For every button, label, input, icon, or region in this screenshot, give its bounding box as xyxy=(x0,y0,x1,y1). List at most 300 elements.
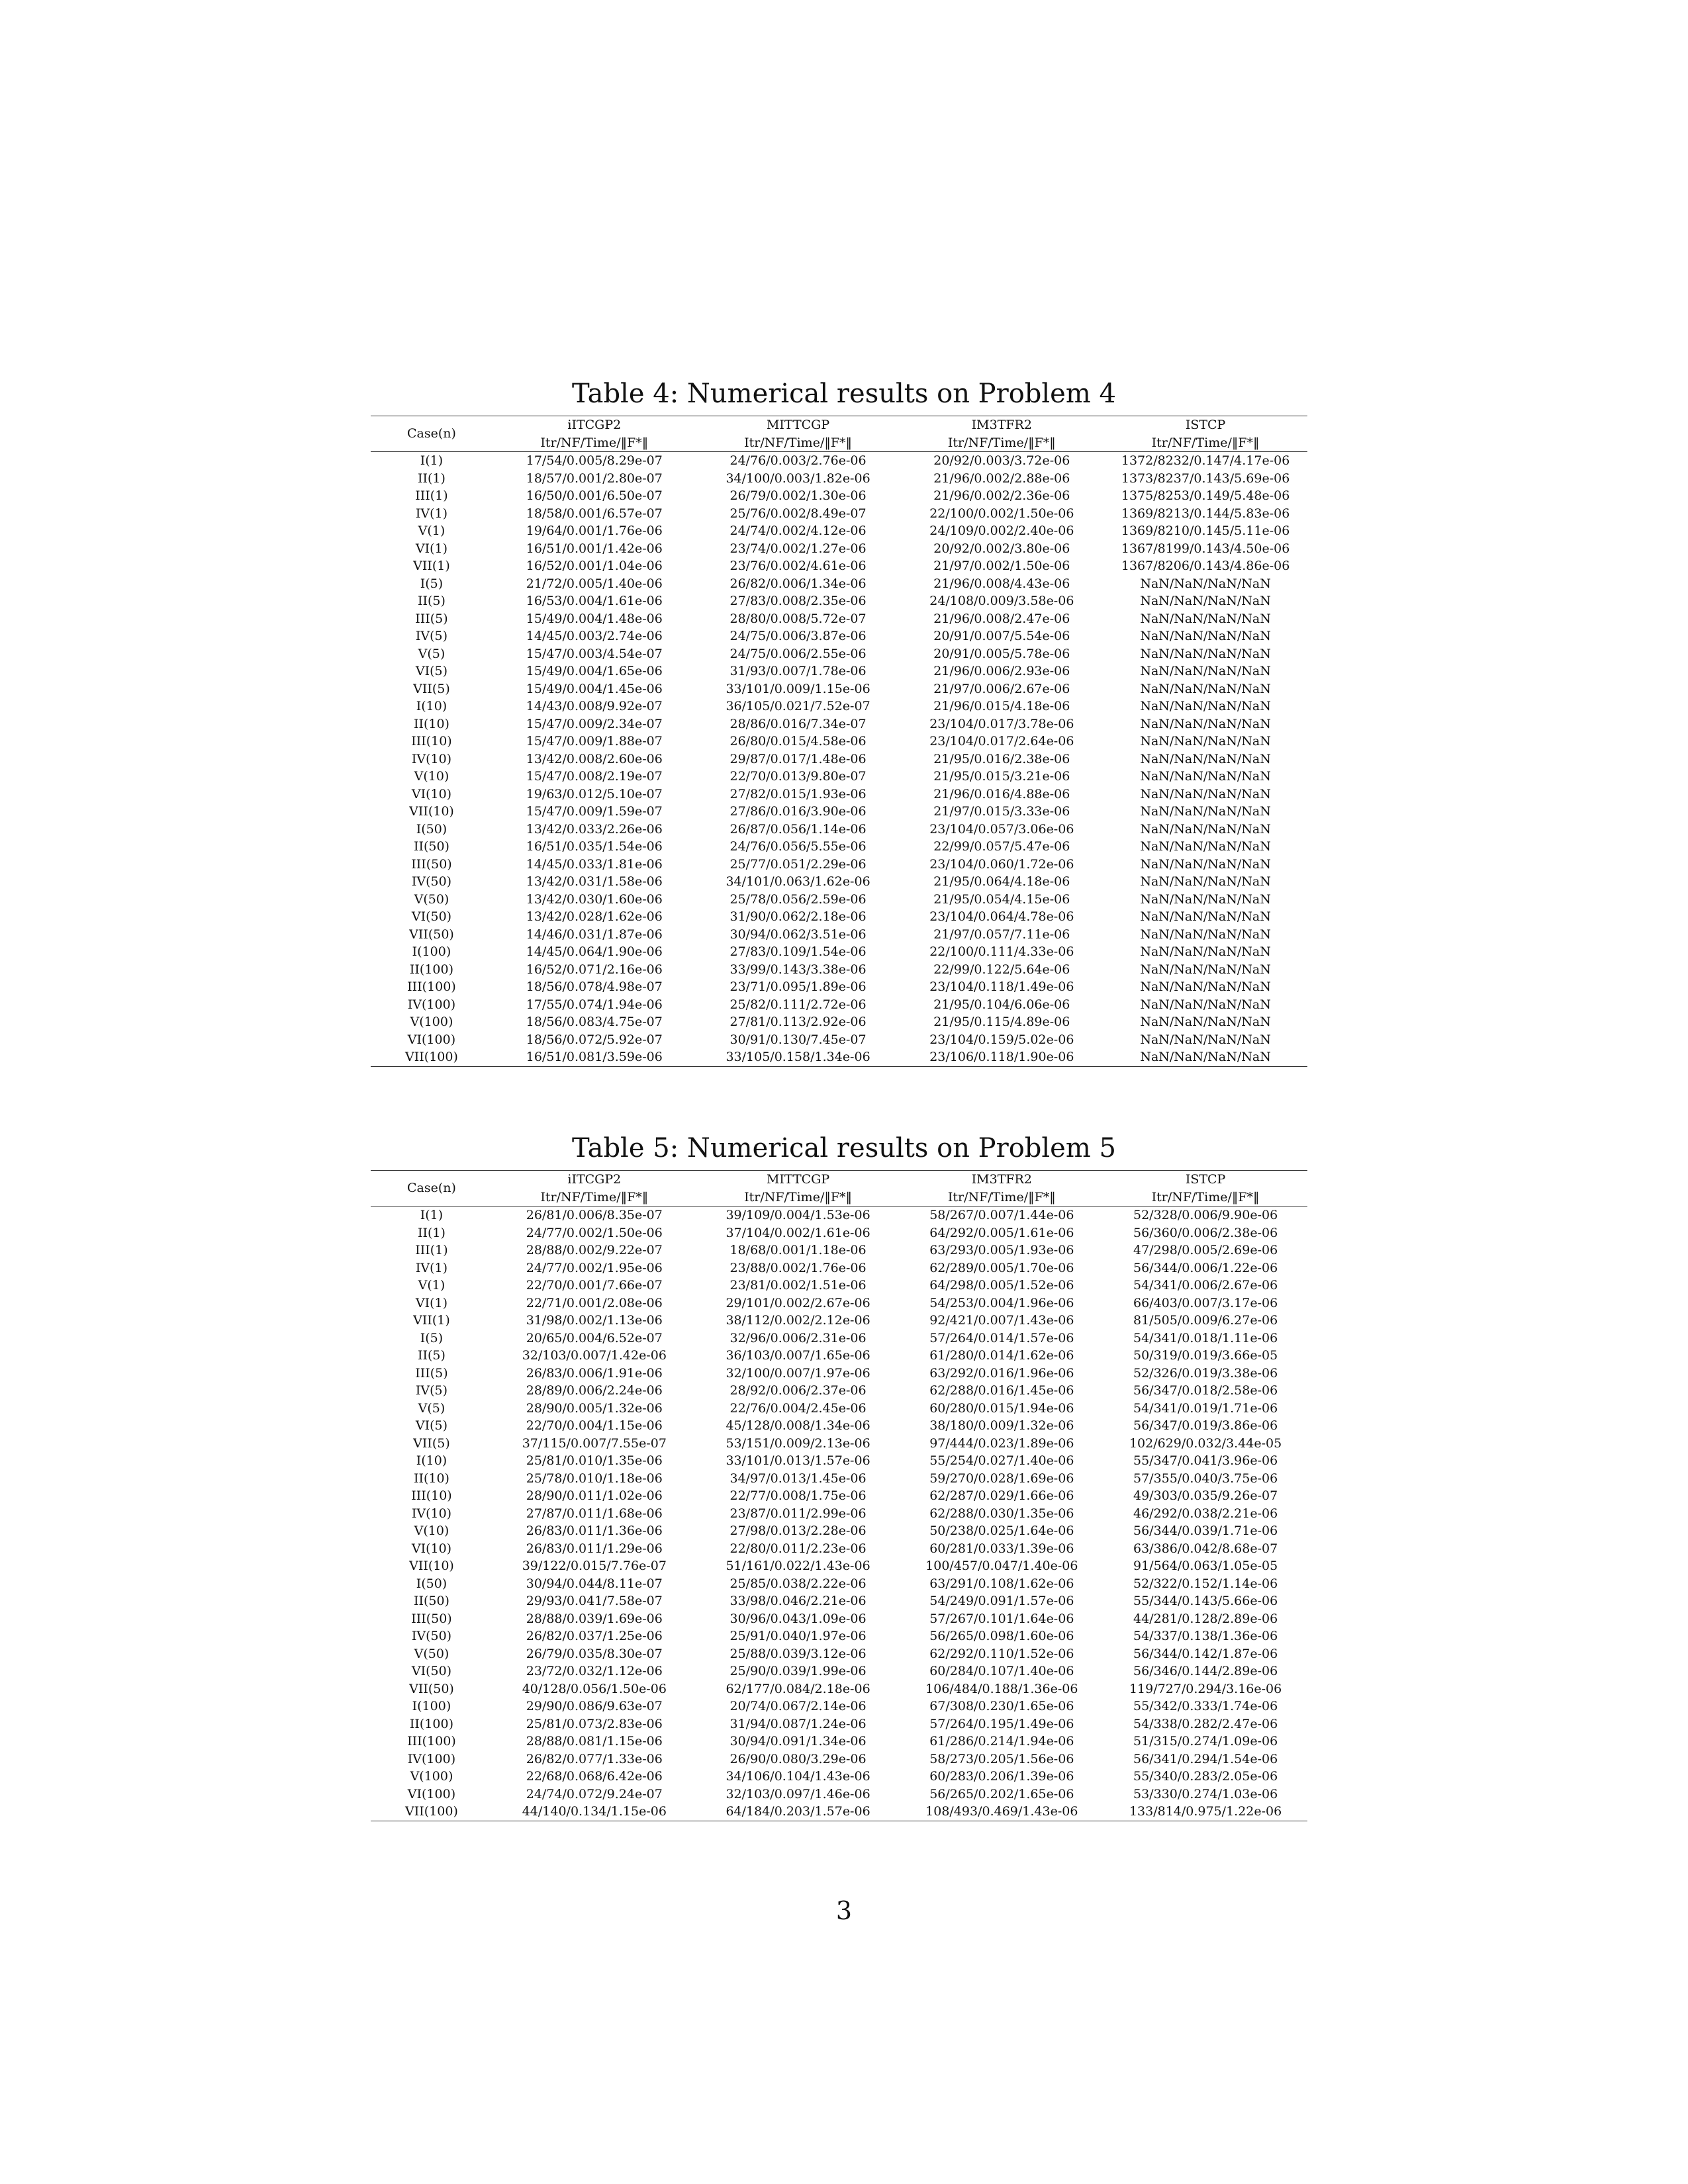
case-cell: III(50) xyxy=(411,856,452,872)
table-row xyxy=(371,662,1307,680)
result-cell: 14/43/0.008/9.92e-07 xyxy=(526,699,663,713)
result-cell: 23/104/0.017/2.64e-06 xyxy=(929,734,1074,749)
table-5-caption: Table 5: Numerical results on Problem 5 xyxy=(572,1133,1116,1163)
result-cell: 25/85/0.038/2.22e-06 xyxy=(729,1576,867,1591)
table-row xyxy=(371,751,1307,768)
result-cell: 97/444/0.023/1.89e-06 xyxy=(929,1435,1074,1451)
result-cell: 26/83/0.011/1.36e-06 xyxy=(526,1524,663,1538)
result-cell: 57/264/0.195/1.49e-06 xyxy=(929,1716,1074,1731)
result-cell: 24/77/0.002/1.50e-06 xyxy=(526,1225,663,1240)
case-cell: I(1) xyxy=(420,1208,444,1222)
result-cell: 56/347/0.018/2.58e-06 xyxy=(1133,1383,1278,1398)
result-cell: 20/92/0.003/3.72e-06 xyxy=(933,453,1070,468)
case-cell: II(100) xyxy=(409,1716,454,1731)
table-row xyxy=(371,1048,1307,1066)
case-cell: VI(5) xyxy=(415,1418,448,1433)
case-cell: III(10) xyxy=(411,734,452,749)
result-cell: 33/101/0.013/1.57e-06 xyxy=(726,1453,870,1468)
result-cell: 28/88/0.039/1.69e-06 xyxy=(526,1611,663,1626)
table-row xyxy=(371,908,1307,926)
result-cell: 14/46/0.031/1.87e-06 xyxy=(526,927,663,942)
result-cell: 52/322/0.152/1.14e-06 xyxy=(1133,1576,1278,1591)
table-5 xyxy=(371,1170,1307,1821)
result-cell: 27/82/0.015/1.93e-06 xyxy=(729,786,867,801)
result-cell: 56/347/0.019/3.86e-06 xyxy=(1133,1418,1278,1433)
table-row xyxy=(371,1662,1307,1680)
result-cell: 92/421/0.007/1.43e-06 xyxy=(929,1313,1074,1328)
result-cell: 81/505/0.009/6.27e-06 xyxy=(1133,1313,1278,1328)
result-cell: 21/96/0.008/4.43e-06 xyxy=(933,576,1070,591)
result-cell: NaN/NaN/NaN/NaN xyxy=(1140,611,1271,626)
result-cell: 28/90/0.005/1.32e-06 xyxy=(526,1400,663,1416)
table-row xyxy=(371,821,1307,839)
result-cell: 23/88/0.002/1.76e-06 xyxy=(729,1260,867,1275)
case-cell: V(5) xyxy=(418,1400,445,1416)
result-cell: 26/83/0.011/1.29e-06 xyxy=(526,1541,663,1556)
result-cell: 15/49/0.004/1.65e-06 xyxy=(526,664,663,678)
table-row xyxy=(371,891,1307,909)
result-cell: 50/238/0.025/1.64e-06 xyxy=(929,1524,1074,1538)
table-row xyxy=(371,1645,1307,1663)
result-cell: 23/71/0.095/1.89e-06 xyxy=(729,979,867,994)
table-row xyxy=(371,627,1307,645)
method-header-istcp: ISTCP xyxy=(1103,1171,1307,1189)
result-cell: 25/91/0.040/1.97e-06 xyxy=(729,1629,867,1643)
result-cell: 55/254/0.027/1.40e-06 xyxy=(929,1453,1074,1468)
table-row xyxy=(371,715,1307,733)
table-row xyxy=(371,733,1307,751)
result-cell: 51/161/0.022/1.43e-06 xyxy=(726,1559,870,1573)
result-cell: 25/88/0.039/3.12e-06 xyxy=(729,1646,867,1661)
result-cell: 13/42/0.031/1.58e-06 xyxy=(526,874,663,889)
sub-header: Itr/NF/Time/‖F*‖ xyxy=(1103,1189,1307,1206)
result-cell: NaN/NaN/NaN/NaN xyxy=(1140,891,1271,907)
case-cell: II(1) xyxy=(418,1225,445,1240)
result-cell: 22/70/0.013/9.80e-07 xyxy=(729,769,867,784)
result-cell: NaN/NaN/NaN/NaN xyxy=(1140,944,1271,959)
result-cell: 54/337/0.138/1.36e-06 xyxy=(1133,1629,1278,1643)
table-row xyxy=(371,1768,1307,1786)
result-cell: 64/184/0.203/1.57e-06 xyxy=(696,1803,900,1821)
result-cell: 17/54/0.005/8.29e-07 xyxy=(526,453,663,468)
result-cell: 22/99/0.057/5.47e-06 xyxy=(933,839,1070,854)
result-cell: 16/51/0.081/3.59e-06 xyxy=(492,1048,696,1066)
result-cell: NaN/NaN/NaN/NaN xyxy=(1140,856,1271,872)
result-cell: 44/281/0.128/2.89e-06 xyxy=(1133,1611,1278,1626)
result-cell: 30/94/0.044/8.11e-07 xyxy=(526,1576,663,1591)
method-header-mittcgp: MITTCGP xyxy=(696,1171,900,1189)
result-cell: 49/303/0.035/9.26e-07 xyxy=(1133,1488,1278,1503)
result-cell: 21/95/0.015/3.21e-06 xyxy=(933,769,1070,784)
result-cell: 25/81/0.010/1.35e-06 xyxy=(526,1453,663,1468)
result-cell: 20/91/0.007/5.54e-06 xyxy=(933,629,1070,643)
result-cell: 54/341/0.006/2.67e-06 xyxy=(1133,1278,1278,1293)
result-cell: NaN/NaN/NaN/NaN xyxy=(1140,804,1271,819)
result-cell: 22/100/0.002/1.50e-06 xyxy=(929,506,1074,521)
result-cell: 26/79/0.002/1.30e-06 xyxy=(729,488,867,503)
result-cell: 44/140/0.134/1.15e-06 xyxy=(492,1803,696,1821)
result-cell: 24/108/0.009/3.58e-06 xyxy=(929,594,1074,608)
method-header-mittcgp: MITTCGP xyxy=(696,416,900,434)
result-cell: NaN/NaN/NaN/NaN xyxy=(1140,909,1271,924)
case-cell: VII(5) xyxy=(413,681,450,696)
case-cell: VI(1) xyxy=(415,541,448,556)
result-cell: 57/267/0.101/1.64e-06 xyxy=(929,1611,1074,1626)
case-cell: VI(100) xyxy=(407,1786,456,1801)
table-row xyxy=(371,1786,1307,1803)
result-cell: 27/83/0.008/2.35e-06 xyxy=(729,594,867,608)
sub-header: Itr/NF/Time/‖F*‖ xyxy=(492,1189,696,1206)
result-cell: NaN/NaN/NaN/NaN xyxy=(1140,839,1271,854)
case-cell: II(5) xyxy=(418,1348,445,1363)
case-cell: IV(10) xyxy=(411,751,452,766)
result-cell: 31/90/0.062/2.18e-06 xyxy=(729,909,867,924)
table-row xyxy=(371,1751,1307,1768)
result-cell: 23/76/0.002/4.61e-06 xyxy=(729,559,867,573)
result-cell: 53/330/0.274/1.03e-06 xyxy=(1133,1786,1278,1801)
case-cell: III(10) xyxy=(411,1488,452,1503)
case-cell: III(5) xyxy=(415,611,448,626)
result-cell: 31/94/0.087/1.24e-06 xyxy=(729,1716,867,1731)
result-cell: 23/104/0.057/3.06e-06 xyxy=(929,821,1074,837)
result-cell: 15/49/0.004/1.48e-06 xyxy=(526,611,663,626)
table-4 xyxy=(371,416,1307,1067)
result-cell: 63/292/0.016/1.96e-06 xyxy=(929,1365,1074,1381)
result-cell: 25/77/0.051/2.29e-06 xyxy=(729,856,867,872)
table-row xyxy=(371,1259,1307,1277)
result-cell: 27/81/0.113/2.92e-06 xyxy=(729,1015,867,1029)
table-row xyxy=(371,522,1307,540)
result-cell: 22/80/0.011/2.23e-06 xyxy=(729,1541,867,1556)
result-cell: 15/47/0.009/1.88e-07 xyxy=(526,734,663,749)
result-cell: 31/93/0.007/1.78e-06 xyxy=(729,664,867,678)
result-cell: 24/76/0.056/5.55e-06 xyxy=(729,839,867,854)
result-cell: 31/98/0.002/1.13e-06 xyxy=(526,1313,663,1328)
result-cell: NaN/NaN/NaN/NaN xyxy=(1140,629,1271,643)
result-cell: 34/100/0.003/1.82e-06 xyxy=(726,471,870,486)
result-cell: 24/76/0.003/2.76e-06 xyxy=(729,453,867,468)
result-cell: 21/95/0.104/6.06e-06 xyxy=(933,997,1070,1012)
case-cell: VII(1) xyxy=(413,1313,450,1328)
result-cell: 20/92/0.002/3.80e-06 xyxy=(933,541,1070,556)
result-cell: 55/342/0.333/1.74e-06 xyxy=(1133,1699,1278,1713)
table-row xyxy=(371,873,1307,891)
table-row xyxy=(371,557,1307,575)
result-cell: 63/291/0.108/1.62e-06 xyxy=(929,1576,1074,1591)
result-cell: 62/292/0.110/1.52e-06 xyxy=(929,1646,1074,1661)
table-row xyxy=(371,1242,1307,1259)
table-row xyxy=(371,1575,1307,1593)
result-cell: 46/292/0.038/2.21e-06 xyxy=(1133,1506,1278,1521)
table-row xyxy=(371,1540,1307,1558)
case-cell: VII(1) xyxy=(413,559,450,573)
table-row xyxy=(371,487,1307,505)
result-cell: NaN/NaN/NaN/NaN xyxy=(1140,699,1271,713)
result-cell: 21/96/0.008/2.47e-06 xyxy=(933,611,1070,626)
case-cell: VI(5) xyxy=(415,664,448,678)
table-row xyxy=(371,592,1307,610)
result-cell: 51/315/0.274/1.09e-06 xyxy=(1133,1734,1278,1749)
case-cell: V(1) xyxy=(418,523,445,538)
result-cell: 56/341/0.294/1.54e-06 xyxy=(1133,1751,1278,1766)
table-row xyxy=(371,1487,1307,1505)
case-cell: VII(50) xyxy=(409,927,454,942)
result-cell: 24/74/0.002/4.12e-06 xyxy=(729,523,867,538)
result-cell: 60/280/0.015/1.94e-06 xyxy=(929,1400,1074,1416)
result-cell: 21/96/0.002/2.36e-06 xyxy=(933,488,1070,503)
result-cell: 15/49/0.004/1.45e-06 xyxy=(526,681,663,696)
case-cell: VII(10) xyxy=(409,804,454,819)
result-cell: 106/484/0.188/1.36e-06 xyxy=(925,1681,1078,1696)
table-row xyxy=(371,996,1307,1014)
case-cell: IV(1) xyxy=(415,1260,448,1275)
result-cell: 60/284/0.107/1.40e-06 xyxy=(929,1664,1074,1678)
table-row xyxy=(371,505,1307,523)
result-cell: 18/58/0.001/6.57e-07 xyxy=(526,506,663,521)
result-cell: 15/47/0.009/2.34e-07 xyxy=(526,716,663,731)
case-cell: IV(1) xyxy=(415,506,448,521)
case-cell: IV(10) xyxy=(411,1506,452,1521)
result-cell: NaN/NaN/NaN/NaN xyxy=(1140,681,1271,696)
sub-header: Itr/NF/Time/‖F*‖ xyxy=(900,1189,1103,1206)
result-cell: 22/70/0.001/7.66e-07 xyxy=(526,1278,663,1293)
case-cell: VI(10) xyxy=(411,786,452,801)
result-cell: 28/90/0.011/1.02e-06 xyxy=(526,1488,663,1503)
sub-header: Itr/NF/Time/‖F*‖ xyxy=(900,434,1103,452)
result-cell: 24/109/0.002/2.40e-06 xyxy=(929,523,1074,538)
result-cell: 54/341/0.018/1.11e-06 xyxy=(1133,1330,1278,1345)
table-row xyxy=(371,698,1307,715)
case-cell: IV(100) xyxy=(407,997,456,1012)
result-cell: 61/286/0.214/1.94e-06 xyxy=(929,1734,1074,1749)
result-cell: 27/87/0.011/1.68e-06 xyxy=(526,1506,663,1521)
table-row xyxy=(371,943,1307,961)
result-cell: 26/83/0.006/1.91e-06 xyxy=(526,1365,663,1381)
table-4-caption: Table 4: Numerical results on Problem 4 xyxy=(572,379,1116,409)
table-row xyxy=(371,1803,1307,1821)
result-cell: 18/56/0.083/4.75e-07 xyxy=(526,1015,663,1029)
case-cell: II(50) xyxy=(413,839,449,854)
result-cell: 37/104/0.002/1.61e-06 xyxy=(726,1225,870,1240)
result-cell: 58/267/0.007/1.44e-06 xyxy=(929,1208,1074,1222)
result-cell: 25/78/0.010/1.18e-06 xyxy=(526,1471,663,1486)
result-cell: 24/75/0.006/3.87e-06 xyxy=(729,629,867,643)
case-cell: II(5) xyxy=(418,594,445,608)
result-cell: 16/53/0.004/1.61e-06 xyxy=(526,594,663,608)
result-cell: 21/96/0.002/2.88e-06 xyxy=(933,471,1070,486)
table-row xyxy=(371,1715,1307,1733)
result-cell: 63/386/0.042/8.68e-07 xyxy=(1133,1541,1278,1556)
case-cell: I(1) xyxy=(420,453,444,468)
result-cell: 27/98/0.013/2.28e-06 xyxy=(729,1524,867,1538)
method-header-istcp: ISTCP xyxy=(1103,416,1307,434)
result-cell: NaN/NaN/NaN/NaN xyxy=(1140,962,1271,977)
table-row xyxy=(371,1277,1307,1295)
result-cell: 27/86/0.016/3.90e-06 xyxy=(729,804,867,819)
result-cell: 36/105/0.021/7.52e-07 xyxy=(726,699,870,713)
result-cell: 16/51/0.035/1.54e-06 xyxy=(526,839,663,854)
result-cell: 23/104/0.118/1.49e-06 xyxy=(929,979,1074,994)
result-cell: 16/50/0.001/6.50e-07 xyxy=(526,488,663,503)
result-cell: 52/328/0.006/9.90e-06 xyxy=(1133,1208,1278,1222)
result-cell: 25/76/0.002/8.49e-07 xyxy=(729,506,867,521)
result-cell: 54/338/0.282/2.47e-06 xyxy=(1133,1716,1278,1731)
sub-header: Itr/NF/Time/‖F*‖ xyxy=(492,434,696,452)
sub-header: Itr/NF/Time/‖F*‖ xyxy=(696,434,900,452)
result-cell: 21/96/0.015/4.18e-06 xyxy=(933,699,1070,713)
case-cell: I(50) xyxy=(416,821,447,837)
result-cell: 18/68/0.001/1.18e-06 xyxy=(729,1243,867,1257)
case-header: Case(n) xyxy=(371,1171,492,1206)
table-row xyxy=(371,470,1307,488)
table-row xyxy=(371,768,1307,786)
table-row xyxy=(371,1365,1307,1383)
table-row xyxy=(371,1400,1307,1418)
sub-header: Itr/NF/Time/‖F*‖ xyxy=(1103,434,1307,452)
result-cell: 20/65/0.004/6.52e-07 xyxy=(526,1330,663,1345)
result-cell: 26/82/0.077/1.33e-06 xyxy=(526,1751,663,1766)
result-cell: 55/347/0.041/3.96e-06 xyxy=(1133,1453,1278,1468)
case-cell: III(5) xyxy=(415,1365,448,1381)
result-cell: 21/95/0.115/4.89e-06 xyxy=(933,1015,1070,1029)
case-cell: II(10) xyxy=(413,716,449,731)
table-row xyxy=(371,575,1307,593)
result-cell: 66/403/0.007/3.17e-06 xyxy=(1133,1295,1278,1310)
result-cell: 55/344/0.143/5.66e-06 xyxy=(1133,1594,1278,1608)
case-cell: IV(100) xyxy=(407,1751,456,1766)
result-cell: 64/292/0.005/1.61e-06 xyxy=(929,1225,1074,1240)
case-cell: I(10) xyxy=(416,699,447,713)
result-cell: 22/77/0.008/1.75e-06 xyxy=(729,1488,867,1503)
case-cell: IV(50) xyxy=(411,874,452,889)
table-row xyxy=(371,1680,1307,1698)
result-cell: NaN/NaN/NaN/NaN xyxy=(1140,594,1271,608)
table-row xyxy=(371,1627,1307,1645)
result-cell: NaN/NaN/NaN/NaN xyxy=(1140,786,1271,801)
result-cell: 22/100/0.111/4.33e-06 xyxy=(929,944,1074,959)
result-cell: 30/94/0.062/3.51e-06 xyxy=(729,927,867,942)
result-cell: 18/56/0.072/5.92e-07 xyxy=(526,1032,663,1047)
result-cell: 102/629/0.032/3.44e-05 xyxy=(1129,1435,1282,1451)
result-cell: 54/253/0.004/1.96e-06 xyxy=(929,1295,1074,1310)
result-cell: 29/93/0.041/7.58e-07 xyxy=(526,1594,663,1608)
table-row xyxy=(371,1312,1307,1330)
result-cell: 38/112/0.002/2.12e-06 xyxy=(726,1313,870,1328)
case-cell: VI(50) xyxy=(411,1664,452,1678)
case-cell: VII(100) xyxy=(371,1048,492,1066)
case-cell: IV(5) xyxy=(415,629,448,643)
table-row xyxy=(371,1206,1307,1224)
result-cell: 33/98/0.046/2.21e-06 xyxy=(729,1594,867,1608)
result-cell: 1375/8253/0.149/5.48e-06 xyxy=(1121,488,1290,503)
result-cell: 22/99/0.122/5.64e-06 xyxy=(933,962,1070,977)
method-header-im3tfr2: IM3TFR2 xyxy=(900,1171,1103,1189)
result-cell: 22/76/0.004/2.45e-06 xyxy=(729,1400,867,1416)
result-cell: 33/105/0.158/1.34e-06 xyxy=(696,1048,900,1066)
case-cell: II(100) xyxy=(409,962,454,977)
result-cell: 133/814/0.975/1.22e-06 xyxy=(1103,1803,1307,1821)
result-cell: NaN/NaN/NaN/NaN xyxy=(1140,874,1271,889)
result-cell: 21/96/0.016/4.88e-06 xyxy=(933,786,1070,801)
case-cell: II(10) xyxy=(413,1471,449,1486)
case-cell: I(100) xyxy=(412,1699,451,1713)
result-cell: 60/281/0.033/1.39e-06 xyxy=(929,1541,1074,1556)
result-cell: 19/63/0.012/5.10e-07 xyxy=(526,786,663,801)
table-5-body xyxy=(371,1206,1307,1821)
result-cell: 21/95/0.054/4.15e-06 xyxy=(933,891,1070,907)
result-cell: 33/101/0.009/1.15e-06 xyxy=(726,681,870,696)
result-cell: 21/97/0.057/7.11e-06 xyxy=(933,927,1070,942)
result-cell: NaN/NaN/NaN/NaN xyxy=(1140,927,1271,942)
sub-header: Itr/NF/Time/‖F*‖ xyxy=(696,1189,900,1206)
table-row xyxy=(371,1733,1307,1751)
result-cell: 21/96/0.006/2.93e-06 xyxy=(933,664,1070,678)
result-cell: 14/45/0.003/2.74e-06 xyxy=(526,629,663,643)
result-cell: NaN/NaN/NaN/NaN xyxy=(1140,1015,1271,1029)
table-row xyxy=(371,540,1307,558)
table-row xyxy=(371,1522,1307,1540)
result-cell: 1369/8210/0.145/5.11e-06 xyxy=(1121,523,1290,538)
result-cell: NaN/NaN/NaN/NaN xyxy=(1140,716,1271,731)
result-cell: 62/177/0.084/2.18e-06 xyxy=(726,1681,870,1696)
result-cell: 16/51/0.001/1.42e-06 xyxy=(526,541,663,556)
result-cell: 34/106/0.104/1.43e-06 xyxy=(726,1769,870,1784)
case-cell: V(10) xyxy=(414,1524,449,1538)
result-cell: 30/94/0.091/1.34e-06 xyxy=(729,1734,867,1749)
result-cell: 26/90/0.080/3.29e-06 xyxy=(729,1751,867,1766)
case-cell: I(5) xyxy=(420,576,444,591)
result-cell: 62/287/0.029/1.66e-06 xyxy=(929,1488,1074,1503)
table-row xyxy=(371,1224,1307,1242)
table-row xyxy=(371,803,1307,821)
result-cell: 25/81/0.073/2.83e-06 xyxy=(526,1716,663,1731)
result-cell: 21/95/0.064/4.18e-06 xyxy=(933,874,1070,889)
result-cell: 13/42/0.008/2.60e-06 xyxy=(526,751,663,766)
case-cell: V(1) xyxy=(418,1278,445,1293)
result-cell: 20/91/0.005/5.78e-06 xyxy=(933,646,1070,661)
result-cell: 21/97/0.006/2.67e-06 xyxy=(933,681,1070,696)
case-cell: II(50) xyxy=(413,1594,449,1608)
result-cell: NaN/NaN/NaN/NaN xyxy=(1140,576,1271,591)
result-cell: 14/45/0.064/1.90e-06 xyxy=(526,944,663,959)
result-cell: 25/78/0.056/2.59e-06 xyxy=(729,891,867,907)
case-cell: VII(50) xyxy=(409,1681,454,1696)
result-cell: 26/79/0.035/8.30e-07 xyxy=(526,1646,663,1661)
result-cell: 24/75/0.006/2.55e-06 xyxy=(729,646,867,661)
result-cell: 13/42/0.028/1.62e-06 xyxy=(526,909,663,924)
result-cell: NaN/NaN/NaN/NaN xyxy=(1140,1032,1271,1047)
result-cell: NaN/NaN/NaN/NaN xyxy=(1140,997,1271,1012)
result-cell: 37/115/0.007/7.55e-07 xyxy=(522,1435,667,1451)
result-cell: 32/96/0.006/2.31e-06 xyxy=(729,1330,867,1345)
table-row xyxy=(371,1435,1307,1453)
result-cell: NaN/NaN/NaN/NaN xyxy=(1103,1048,1307,1066)
result-cell: 38/180/0.009/1.32e-06 xyxy=(929,1418,1074,1433)
result-cell: NaN/NaN/NaN/NaN xyxy=(1140,751,1271,766)
result-cell: 26/82/0.037/1.25e-06 xyxy=(526,1629,663,1643)
result-cell: 29/101/0.002/2.67e-06 xyxy=(726,1295,870,1310)
table-row xyxy=(371,1452,1307,1470)
result-cell: 56/344/0.039/1.71e-06 xyxy=(1133,1524,1278,1538)
result-cell: 55/340/0.283/2.05e-06 xyxy=(1133,1769,1278,1784)
result-cell: 54/341/0.019/1.71e-06 xyxy=(1133,1400,1278,1416)
case-header: Case(n) xyxy=(371,416,492,452)
result-cell: 16/52/0.001/1.04e-06 xyxy=(526,559,663,573)
result-cell: 63/293/0.005/1.93e-06 xyxy=(929,1243,1074,1257)
case-cell: VI(100) xyxy=(407,1032,456,1047)
case-cell: VI(1) xyxy=(415,1295,448,1310)
result-cell: 20/74/0.067/2.14e-06 xyxy=(729,1699,867,1713)
